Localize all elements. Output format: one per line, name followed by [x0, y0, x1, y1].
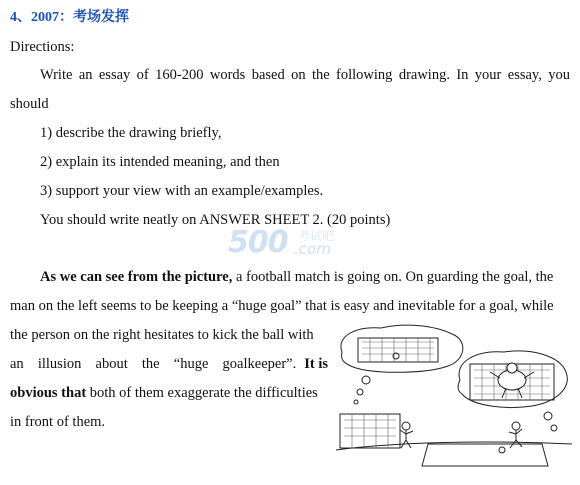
essay-line-5	[10, 384, 318, 402]
essay-line-1	[40, 268, 570, 286]
watermark-domain: .com	[294, 240, 331, 258]
prompt-word: drawing.	[398, 67, 450, 83]
essay-bold-opening: As we can see from the picture,	[40, 269, 233, 285]
page-heading: 4、2007：考场发挥	[10, 10, 129, 25]
prompt-word: essay	[98, 67, 131, 83]
essay-line-3: the person on the right hesitates to kick the ball with	[10, 327, 314, 343]
prompt-word: you	[548, 67, 570, 83]
prompt-word: of	[136, 67, 149, 83]
essay-line-4	[10, 355, 328, 373]
prompt-line-2: should	[10, 96, 49, 112]
prompt-word: following	[336, 67, 393, 83]
essay-line-1-rest: a football match is going on. On guarding the goal, the	[232, 269, 554, 285]
prompt-word: essay,	[507, 67, 542, 83]
prompt-word: words	[209, 67, 246, 83]
essay-word: illusion	[37, 356, 82, 372]
directions-label: Directions:	[10, 39, 75, 55]
answer-sheet-note: You should write neatly on ANSWER SHEET 2. (20 points)	[40, 212, 391, 228]
prompt-word: your	[474, 67, 502, 83]
instruction-item-1: 1) describe the drawing briefly,	[40, 125, 222, 141]
prompt-word: an	[78, 67, 93, 83]
watermark-logo	[228, 225, 335, 260]
essay-bold-obvious: obvious that	[10, 385, 87, 401]
essay-bold-it-is: It is	[304, 356, 328, 372]
prompt-word: based	[251, 67, 285, 83]
instruction-item-3: 3) support your view with an example/examples.	[40, 183, 324, 199]
essay-line-6: in front of them.	[10, 414, 106, 430]
watermark-number: 500	[228, 225, 288, 260]
essay-word: goalkeeper”.	[222, 356, 297, 372]
essay-word: the	[141, 356, 160, 372]
instruction-item-2: 2) explain its intended meaning, and then	[40, 154, 280, 170]
football-cartoon-illustration	[336, 322, 572, 468]
prompt-word: on	[291, 67, 306, 83]
prompt-word: Write	[40, 67, 73, 83]
essay-line-5-rest: both of them exaggerate the difficulties	[86, 385, 318, 401]
prompt-word: 160-200	[155, 67, 204, 83]
prompt-line-1	[40, 66, 570, 84]
watermark-chinese: 考试吧	[298, 229, 335, 243]
essay-word: an	[10, 356, 24, 372]
essay-word: about	[95, 356, 128, 372]
prompt-word: In	[456, 67, 469, 83]
prompt-word: the	[311, 67, 330, 83]
essay-word: “huge	[173, 356, 209, 372]
essay-line-2: man on the left seems to be keeping a “huge goal” that is easy and inevitable for a goal, while	[10, 298, 554, 314]
